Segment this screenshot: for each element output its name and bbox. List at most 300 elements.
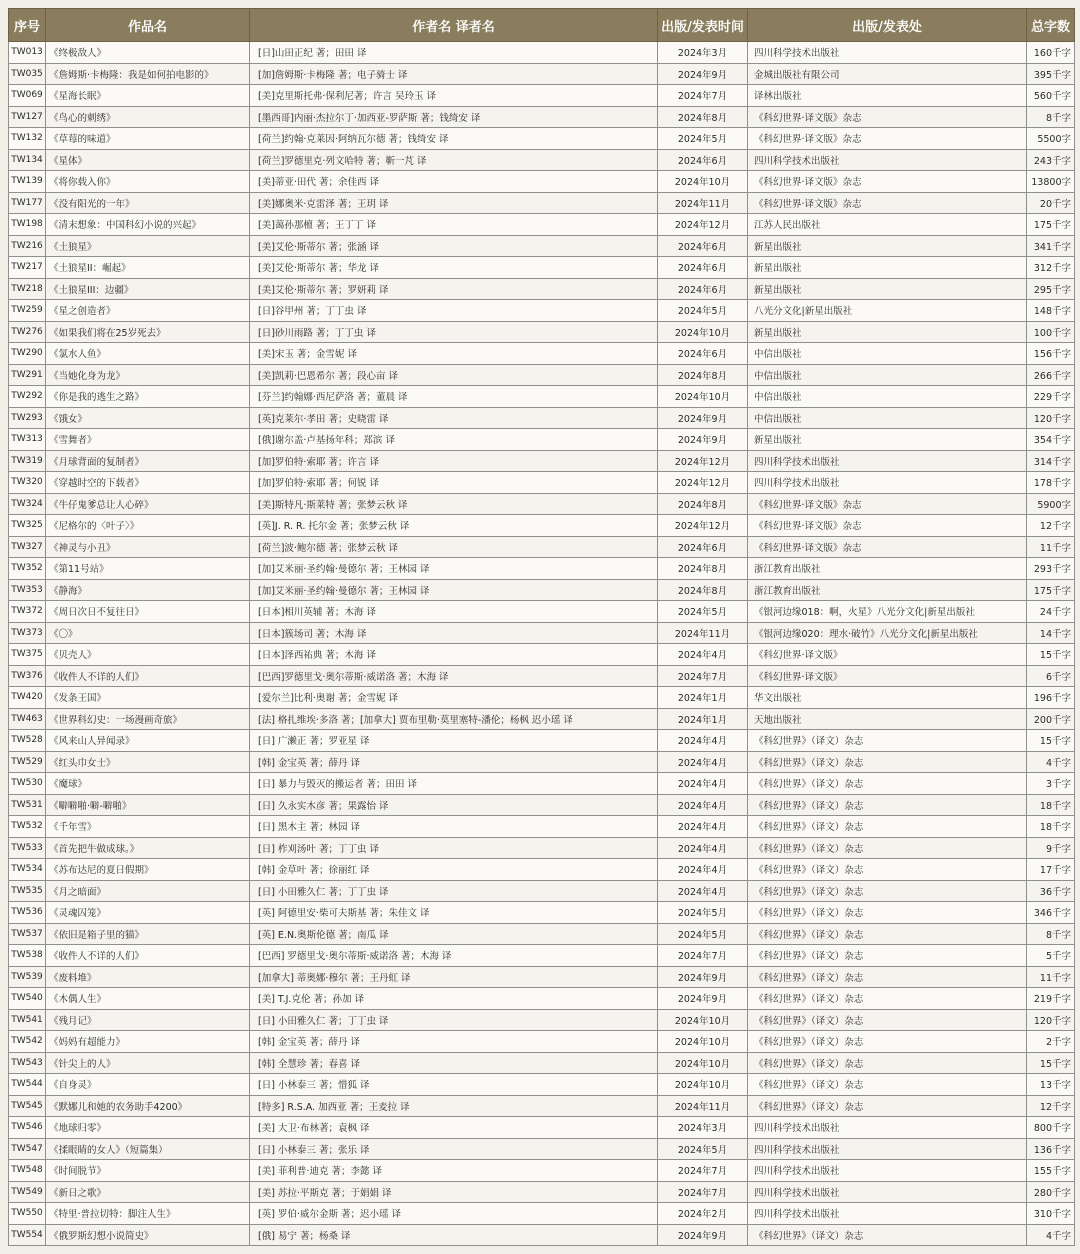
cell-author: [美]艾伦·斯蒂尔 著；张涵 译 [250, 235, 658, 257]
cell-author: [日本]簇场司 著；木海 译 [250, 622, 658, 644]
header-date: 出版/发表时间 [658, 9, 748, 42]
table-row [9, 85, 1075, 107]
cell-title: 《苏布达尼的夏日假期》 [46, 859, 250, 881]
cell-publisher: 《科幻世界·译文版》杂志 [748, 493, 1027, 515]
table-row [9, 278, 1075, 300]
cell-id: TW529 [9, 751, 46, 773]
cell-publisher: 四川科学技术出版社 [748, 472, 1027, 494]
cell-date: 2024年10月 [658, 1031, 748, 1053]
cell-publisher: 《科幻世界·译文版》杂志 [748, 515, 1027, 537]
cell-title: 《自身灵》 [46, 1074, 250, 1096]
cell-title: 《周日次日不复往日》 [46, 601, 250, 623]
cell-title: 《星海长眠》 [46, 85, 250, 107]
cell-id: TW324 [9, 493, 46, 515]
cell-words: 266千字 [1027, 364, 1075, 386]
cell-words: 15千字 [1027, 730, 1075, 752]
cell-author: [俄]谢尔盖·卢基扬年科；郑滨 译 [250, 429, 658, 451]
cell-author: [美] 大卫·布林著；袁枫 译 [250, 1117, 658, 1139]
cell-author: [韩] 金宝英 著；薛丹 译 [250, 751, 658, 773]
cell-id: TW543 [9, 1052, 46, 1074]
cell-date: 2024年4月 [658, 644, 748, 666]
cell-date: 2024年5月 [658, 923, 748, 945]
cell-title: 《发条王国》 [46, 687, 250, 709]
cell-author: [日] 柞刈汤叶 著；丁丁虫 译 [250, 837, 658, 859]
cell-id: TW217 [9, 257, 46, 279]
cell-words: 175千字 [1027, 579, 1075, 601]
cell-words: 314千字 [1027, 450, 1075, 472]
cell-date: 2024年10月 [658, 1052, 748, 1074]
cell-date: 2024年8月 [658, 558, 748, 580]
cell-date: 2024年9月 [658, 966, 748, 988]
cell-date: 2024年9月 [658, 407, 748, 429]
cell-words: 5千字 [1027, 945, 1075, 967]
cell-date: 2024年12月 [658, 472, 748, 494]
cell-author: [美]宋玉 著；金雪妮 译 [250, 343, 658, 365]
cell-publisher: 华文出版社 [748, 687, 1027, 709]
cell-id: TW375 [9, 644, 46, 666]
cell-id: TW546 [9, 1117, 46, 1139]
header-publisher: 出版/发表处 [748, 9, 1027, 42]
table-row [9, 751, 1075, 773]
cell-id: TW535 [9, 880, 46, 902]
cell-author: [加]罗伯特·索耶 著；许言 译 [250, 450, 658, 472]
cell-publisher: 四川科学技术出版社 [748, 1181, 1027, 1203]
cell-words: 219千字 [1027, 988, 1075, 1010]
cell-author: [英]J. R. R. 托尔金 著；张梦云秋 译 [250, 515, 658, 537]
cell-date: 2024年5月 [658, 601, 748, 623]
cell-date: 2024年1月 [658, 708, 748, 730]
cell-title: 《月球背面的复制者》 [46, 450, 250, 472]
cell-publisher: 《科幻世界》（译文）杂志 [748, 1095, 1027, 1117]
cell-author: [英]克莱尔·孝田 著；史晓雷 译 [250, 407, 658, 429]
cell-id: TW550 [9, 1203, 46, 1225]
cell-id: TW545 [9, 1095, 46, 1117]
cell-id: TW013 [9, 42, 46, 64]
cell-author: [美]斯特凡·斯莱特 著；张梦云秋 译 [250, 493, 658, 515]
table-row [9, 1009, 1075, 1031]
table-row [9, 837, 1075, 859]
cell-author: [加]罗伯特·索耶 著；何锐 译 [250, 472, 658, 494]
cell-title: 《木偶人生》 [46, 988, 250, 1010]
cell-date: 2024年8月 [658, 106, 748, 128]
cell-id: TW218 [9, 278, 46, 300]
cell-words: 310千字 [1027, 1203, 1075, 1225]
table-row [9, 644, 1075, 666]
cell-title: 《千年雪》 [46, 816, 250, 838]
cell-id: TW293 [9, 407, 46, 429]
cell-author: [美]蒂亚·田代 著；余佳西 译 [250, 171, 658, 193]
cell-words: 2千字 [1027, 1031, 1075, 1053]
cell-words: 24千字 [1027, 601, 1075, 623]
cell-words: 11千字 [1027, 536, 1075, 558]
cell-words: 312千字 [1027, 257, 1075, 279]
cell-id: TW463 [9, 708, 46, 730]
cell-id: TW177 [9, 192, 46, 214]
cell-id: TW198 [9, 214, 46, 236]
cell-title: 《废料堆》 [46, 966, 250, 988]
cell-words: 395千字 [1027, 63, 1075, 85]
table-row [9, 966, 1075, 988]
cell-id: TW127 [9, 106, 46, 128]
header-id: 序号 [9, 9, 46, 42]
cell-id: TW528 [9, 730, 46, 752]
cell-date: 2024年9月 [658, 63, 748, 85]
cell-words: 15千字 [1027, 644, 1075, 666]
table-row [9, 472, 1075, 494]
table-row [9, 149, 1075, 171]
cell-date: 2024年5月 [658, 1138, 748, 1160]
cell-author: [日] 久永实木彦 著；果露怡 译 [250, 794, 658, 816]
table-row [9, 923, 1075, 945]
cell-author: [韩] 金草叶 著；徐丽红 译 [250, 859, 658, 881]
cell-publisher: 新星出版社 [748, 429, 1027, 451]
cell-id: TW530 [9, 773, 46, 795]
cell-title: 《首先把牛做成球。》 [46, 837, 250, 859]
cell-words: 17千字 [1027, 859, 1075, 881]
cell-publisher: 《科幻世界·译文版》杂志 [748, 171, 1027, 193]
cell-words: 4千字 [1027, 751, 1075, 773]
cell-publisher: 江苏人民出版社 [748, 214, 1027, 236]
cell-publisher: 《科幻世界》（译文）杂志 [748, 730, 1027, 752]
cell-publisher: 中信出版社 [748, 343, 1027, 365]
cell-id: TW544 [9, 1074, 46, 1096]
table-row [9, 1203, 1075, 1225]
cell-title: 《魔球》 [46, 773, 250, 795]
cell-title: 《地球归零》 [46, 1117, 250, 1139]
translation-works-table-sheet [8, 8, 1074, 1246]
cell-date: 2024年6月 [658, 235, 748, 257]
cell-id: TW534 [9, 859, 46, 881]
cell-publisher: 新星出版社 [748, 257, 1027, 279]
cell-publisher: 《科幻世界》（译文）杂志 [748, 923, 1027, 945]
cell-title: 《草莓的味道》 [46, 128, 250, 150]
cell-id: TW291 [9, 364, 46, 386]
cell-author: [加]詹姆斯·卡梅隆 著；电子骑士 译 [250, 63, 658, 85]
works-table [8, 8, 1075, 1246]
cell-words: 100千字 [1027, 321, 1075, 343]
table-row [9, 1138, 1075, 1160]
table-row [9, 192, 1075, 214]
cell-title: 《星体》 [46, 149, 250, 171]
table-row [9, 773, 1075, 795]
table-row [9, 902, 1075, 924]
cell-title: 《噼噼啪·噼-噼啪》 [46, 794, 250, 816]
cell-date: 2024年11月 [658, 622, 748, 644]
table-row [9, 106, 1075, 128]
cell-date: 2024年7月 [658, 85, 748, 107]
cell-publisher: 《科幻世界》（译文）杂志 [748, 966, 1027, 988]
cell-author: [巴西]罗德里戈·奥尔蒂斯·威诺洛 著；木海 译 [250, 665, 658, 687]
cell-date: 2024年4月 [658, 837, 748, 859]
cell-date: 2024年2月 [658, 1203, 748, 1225]
cell-words: 11千字 [1027, 966, 1075, 988]
table-row [9, 1181, 1075, 1203]
cell-words: 15千字 [1027, 1052, 1075, 1074]
cell-author: [巴西] 罗德里戈·奥尔蒂斯·威诺洛 著；木海 译 [250, 945, 658, 967]
cell-title: 《俄罗斯幻想小说简史》 [46, 1224, 250, 1246]
cell-id: TW533 [9, 837, 46, 859]
cell-date: 2024年4月 [658, 773, 748, 795]
cell-title: 《第11号站》 [46, 558, 250, 580]
cell-words: 155千字 [1027, 1160, 1075, 1182]
cell-title: 《星之创造者》 [46, 300, 250, 322]
cell-title: 《鸟心的刺绣》 [46, 106, 250, 128]
cell-words: 8千字 [1027, 106, 1075, 128]
table-row [9, 880, 1075, 902]
cell-publisher: 《科幻世界·译文版》 [748, 644, 1027, 666]
cell-author: [美] T.J.克伦 著；孙加 译 [250, 988, 658, 1010]
header-author: 作者名 译者名 [250, 9, 658, 42]
cell-id: TW259 [9, 300, 46, 322]
cell-author: [美] 菲利普·迪克 著；李懿 译 [250, 1160, 658, 1182]
cell-words: 346千字 [1027, 902, 1075, 924]
cell-author: [芬兰]约翰娜·西尼萨洛 著；董晨 译 [250, 386, 658, 408]
cell-title: 《收件人不详的人们》 [46, 665, 250, 687]
cell-words: 341千字 [1027, 235, 1075, 257]
cell-id: TW539 [9, 966, 46, 988]
cell-words: 9千字 [1027, 837, 1075, 859]
table-row [9, 343, 1075, 365]
cell-title: 《揉眼睛的女人》（短篇集） [46, 1138, 250, 1160]
cell-author: [日] 小田雅久仁 著；丁丁虫 译 [250, 880, 658, 902]
cell-title: 《饿女》 [46, 407, 250, 429]
cell-date: 2024年7月 [658, 1181, 748, 1203]
cell-words: 175千字 [1027, 214, 1075, 236]
cell-author: [日]山田正纪 著；田田 译 [250, 42, 658, 64]
cell-publisher: 四川科学技术出版社 [748, 42, 1027, 64]
cell-date: 2024年10月 [658, 1074, 748, 1096]
cell-publisher: 新星出版社 [748, 235, 1027, 257]
cell-title: 《针尖上的人》 [46, 1052, 250, 1074]
cell-date: 2024年10月 [658, 386, 748, 408]
cell-date: 2024年5月 [658, 902, 748, 924]
cell-title: 《静海》 [46, 579, 250, 601]
cell-title: 《收件人不详的人们》 [46, 945, 250, 967]
cell-date: 2024年10月 [658, 321, 748, 343]
cell-date: 2024年4月 [658, 751, 748, 773]
cell-author: [韩] 全慧珍 著；春喜 译 [250, 1052, 658, 1074]
cell-publisher: 《科幻世界·译文版》杂志 [748, 128, 1027, 150]
table-row [9, 429, 1075, 451]
cell-publisher: 四川科学技术出版社 [748, 1117, 1027, 1139]
table-row [9, 1074, 1075, 1096]
cell-id: TW547 [9, 1138, 46, 1160]
table-row [9, 63, 1075, 85]
cell-id: TW536 [9, 902, 46, 924]
cell-words: 800千字 [1027, 1117, 1075, 1139]
cell-id: TW542 [9, 1031, 46, 1053]
cell-title: 《尼格尔的〈叶子〉》 [46, 515, 250, 537]
cell-author: [日] 小田雅久仁 著；丁丁虫 译 [250, 1009, 658, 1031]
cell-title: 《世界科幻史：一场漫画奇旅》 [46, 708, 250, 730]
table-row [9, 622, 1075, 644]
cell-words: 243千字 [1027, 149, 1075, 171]
cell-title: 《神灵与小丑》 [46, 536, 250, 558]
cell-publisher: 《科幻世界》（译文）杂志 [748, 880, 1027, 902]
cell-id: TW353 [9, 579, 46, 601]
cell-publisher: 金城出版社有限公司 [748, 63, 1027, 85]
cell-author: [美]艾伦·斯蒂尔 著；罗妍莉 译 [250, 278, 658, 300]
cell-words: 295千字 [1027, 278, 1075, 300]
cell-author: [爱尔兰]比利·奥谢 著；金雪妮 译 [250, 687, 658, 709]
cell-publisher: 新星出版社 [748, 278, 1027, 300]
table-row [9, 1160, 1075, 1182]
cell-date: 2024年4月 [658, 730, 748, 752]
cell-publisher: 《科幻世界》（译文）杂志 [748, 945, 1027, 967]
cell-date: 2024年3月 [658, 42, 748, 64]
cell-author: [加]艾米丽·圣约翰·曼德尔 著；王林园 译 [250, 558, 658, 580]
table-row [9, 214, 1075, 236]
cell-words: 18千字 [1027, 816, 1075, 838]
table-row [9, 687, 1075, 709]
cell-date: 2024年10月 [658, 171, 748, 193]
cell-author: [加]艾米丽·圣约翰·曼德尔 著；王林园 译 [250, 579, 658, 601]
cell-id: TW373 [9, 622, 46, 644]
cell-title: 《将你载入你》 [46, 171, 250, 193]
cell-author: [美]克里斯托弗·保利尼著；许言 吴玲玉 译 [250, 85, 658, 107]
cell-publisher: 中信出版社 [748, 386, 1027, 408]
cell-publisher: 中信出版社 [748, 364, 1027, 386]
cell-words: 12千字 [1027, 1095, 1075, 1117]
cell-words: 293千字 [1027, 558, 1075, 580]
cell-id: TW376 [9, 665, 46, 687]
cell-author: [韩] 金宝英 著；薛丹 译 [250, 1031, 658, 1053]
cell-id: TW035 [9, 63, 46, 85]
cell-publisher: 《科幻世界》（译文）杂志 [748, 1009, 1027, 1031]
cell-words: 6千字 [1027, 665, 1075, 687]
cell-title: 《氯水人鱼》 [46, 343, 250, 365]
cell-title: 《你是我的逃生之路》 [46, 386, 250, 408]
header-row [9, 9, 1075, 42]
cell-author: [日本]相川英辅 著；木海 译 [250, 601, 658, 623]
cell-words: 280千字 [1027, 1181, 1075, 1203]
cell-id: TW327 [9, 536, 46, 558]
cell-words: 196千字 [1027, 687, 1075, 709]
cell-author: [美]艾伦·斯蒂尔 著；华龙 译 [250, 257, 658, 279]
cell-publisher: 四川科学技术出版社 [748, 149, 1027, 171]
cell-id: TW313 [9, 429, 46, 451]
table-row [9, 558, 1075, 580]
cell-date: 2024年8月 [658, 493, 748, 515]
cell-publisher: 《科幻世界》（译文）杂志 [748, 1052, 1027, 1074]
table-row [9, 945, 1075, 967]
cell-title: 《穿越时空的下载者》 [46, 472, 250, 494]
table-row [9, 386, 1075, 408]
cell-publisher: 《银河边缘018：啊，火星》八光分文化|新星出版社 [748, 601, 1027, 623]
cell-author: [日本]泽西祐典 著；木海 译 [250, 644, 658, 666]
cell-id: TW276 [9, 321, 46, 343]
cell-id: TW549 [9, 1181, 46, 1203]
cell-id: TW292 [9, 386, 46, 408]
table-row [9, 665, 1075, 687]
cell-author: [日] 小林泰三 著；惜狐 译 [250, 1074, 658, 1096]
cell-date: 2024年10月 [658, 1009, 748, 1031]
cell-words: 14千字 [1027, 622, 1075, 644]
cell-id: TW554 [9, 1224, 46, 1246]
table-row [9, 1031, 1075, 1053]
cell-title: 《贝壳人》 [46, 644, 250, 666]
cell-publisher: 四川科学技术出版社 [748, 1138, 1027, 1160]
cell-publisher: 《科幻世界·译文版》杂志 [748, 536, 1027, 558]
cell-title: 《特里·普拉切特：脚注人生》 [46, 1203, 250, 1225]
cell-publisher: 《科幻世界》（译文）杂志 [748, 1224, 1027, 1246]
cell-title: 《当她化身为龙》 [46, 364, 250, 386]
cell-title: 《默娜儿和她的农务助手4200》 [46, 1095, 250, 1117]
cell-words: 36千字 [1027, 880, 1075, 902]
cell-publisher: 新星出版社 [748, 321, 1027, 343]
table-row [9, 579, 1075, 601]
cell-date: 2024年9月 [658, 1224, 748, 1246]
cell-words: 20千字 [1027, 192, 1075, 214]
cell-publisher: 《科幻世界》（译文）杂志 [748, 988, 1027, 1010]
cell-words: 560千字 [1027, 85, 1075, 107]
cell-publisher: 《科幻世界》（译文）杂志 [748, 1074, 1027, 1096]
table-row [9, 321, 1075, 343]
table-row [9, 407, 1075, 429]
cell-publisher: 中信出版社 [748, 407, 1027, 429]
cell-words: 229千字 [1027, 386, 1075, 408]
cell-id: TW320 [9, 472, 46, 494]
cell-author: [日]砂川雨路 著；丁丁虫 译 [250, 321, 658, 343]
cell-words: 148千字 [1027, 300, 1075, 322]
cell-author: [美]娜奥米·克雷泽 著；王玥 译 [250, 192, 658, 214]
table-row [9, 1095, 1075, 1117]
cell-date: 2024年9月 [658, 429, 748, 451]
cell-id: TW132 [9, 128, 46, 150]
header-title: 作品名 [46, 9, 250, 42]
cell-id: TW325 [9, 515, 46, 537]
cell-title: 《灵魂囚笼》 [46, 902, 250, 924]
cell-id: TW540 [9, 988, 46, 1010]
cell-id: TW538 [9, 945, 46, 967]
cell-publisher: 《科幻世界·译文版》杂志 [748, 106, 1027, 128]
cell-publisher: 四川科学技术出版社 [748, 450, 1027, 472]
cell-title: 《清末想象：中国科幻小说的兴起》 [46, 214, 250, 236]
cell-author: [英] 阿德里安·柴可夫斯基 著；朱佳文 译 [250, 902, 658, 924]
cell-id: TW352 [9, 558, 46, 580]
cell-publisher: 《银河边缘020：理水·破竹》八光分文化|新星出版社 [748, 622, 1027, 644]
cell-publisher: 《科幻世界》（译文）杂志 [748, 1031, 1027, 1053]
cell-publisher: 浙江教育出版社 [748, 579, 1027, 601]
table-row [9, 536, 1075, 558]
cell-id: TW531 [9, 794, 46, 816]
cell-title: 《雪舞者》 [46, 429, 250, 451]
cell-publisher: 《科幻世界·译文版》杂志 [748, 192, 1027, 214]
cell-date: 2024年4月 [658, 794, 748, 816]
cell-publisher: 浙江教育出版社 [748, 558, 1027, 580]
table-row [9, 1224, 1075, 1246]
cell-date: 2024年12月 [658, 515, 748, 537]
cell-publisher: 译林出版社 [748, 85, 1027, 107]
table-row [9, 708, 1075, 730]
cell-date: 2024年7月 [658, 945, 748, 967]
cell-words: 5900字 [1027, 493, 1075, 515]
cell-date: 2024年4月 [658, 880, 748, 902]
table-row [9, 171, 1075, 193]
cell-id: TW069 [9, 85, 46, 107]
cell-words: 3千字 [1027, 773, 1075, 795]
cell-date: 2024年11月 [658, 192, 748, 214]
cell-title: 《残月记》 [46, 1009, 250, 1031]
cell-id: TW319 [9, 450, 46, 472]
cell-author: [日] 黑木主 著；林园 译 [250, 816, 658, 838]
cell-title: 《詹姆斯·卡梅隆：我是如何拍电影的》 [46, 63, 250, 85]
cell-publisher: 《科幻世界》（译文）杂志 [748, 859, 1027, 881]
table-row [9, 859, 1075, 881]
cell-date: 2024年6月 [658, 343, 748, 365]
cell-date: 2024年8月 [658, 579, 748, 601]
cell-author: [英] 罗伯·威尔金斯 著；迟小瑶 译 [250, 1203, 658, 1225]
